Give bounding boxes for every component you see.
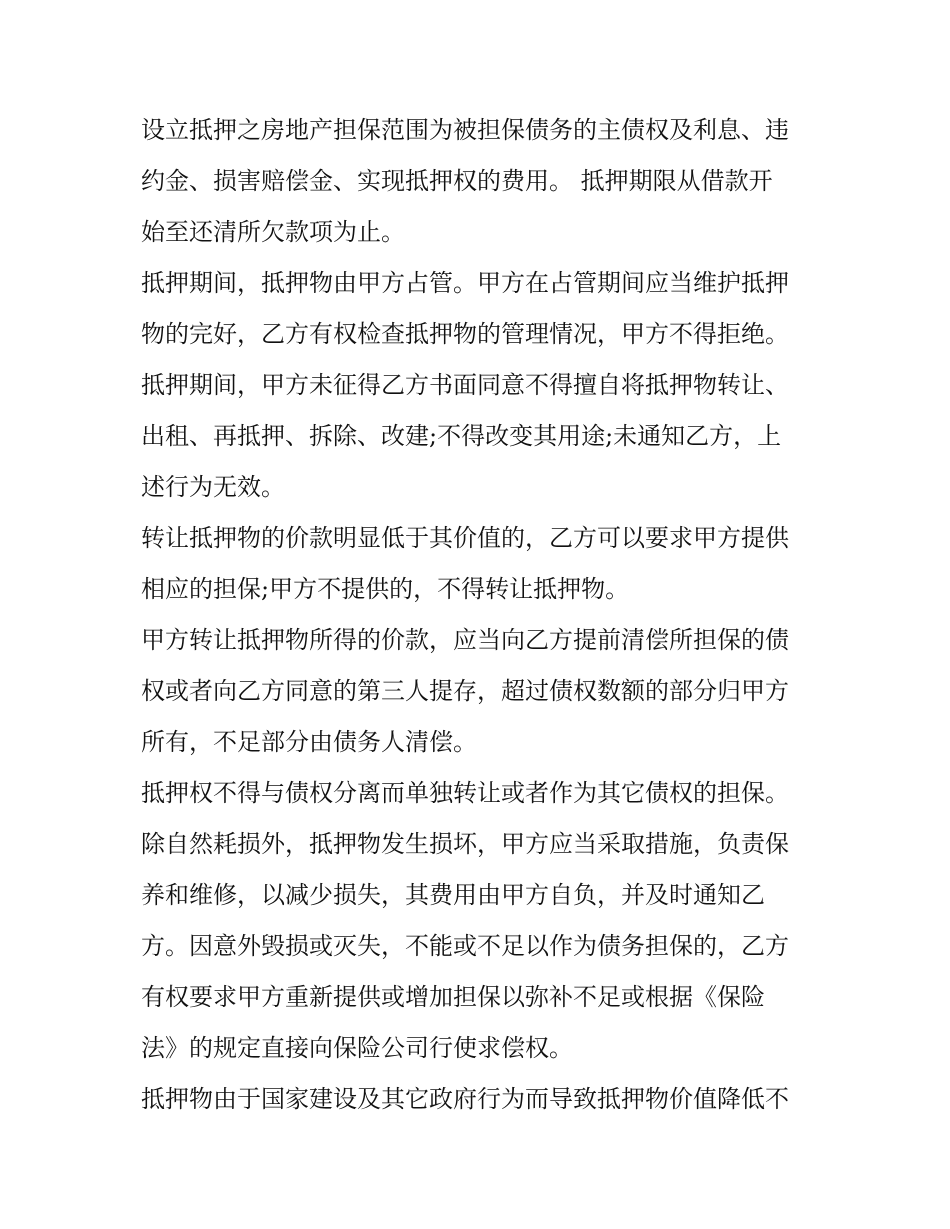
text-line: 设立抵押之房地产担保范围为被担保债务的主债权及利息、违	[141, 116, 789, 144]
text-line: 权或者向乙方同意的第三人提存，超过债权数额的部分归甲方	[141, 677, 789, 705]
text-line: 始至还清所欠款项为止。	[141, 218, 405, 246]
text-line: 相应的担保;甲方不提供的，不得转让抵押物。	[141, 575, 630, 603]
text-line: 所有，不足部分由债务人清偿。	[141, 728, 477, 756]
text-line: 法》的规定直接向保险公司行使求偿权。	[141, 1034, 573, 1062]
text-line: 约金、损害赔偿金、实现抵押权的费用。 抵押期限从借款开	[141, 167, 773, 195]
text-line: 抵押期间，抵押物由甲方占管。甲方在占管期间应当维护抵押	[141, 269, 789, 297]
text-line: 物的完好，乙方有权检查抵押物的管理情况，甲方不得拒绝。	[141, 320, 789, 348]
text-line: 抵押期间，甲方未征得乙方书面同意不得擅自将抵押物转让、	[141, 371, 789, 399]
text-line: 转让抵押物的价款明显低于其价值的，乙方可以要求甲方提供	[141, 524, 789, 552]
text-line: 抵押物由于国家建设及其它政府行为而导致抵押物价值降低不	[141, 1085, 789, 1113]
text-line: 有权要求甲方重新提供或增加担保以弥补不足或根据《保险	[141, 983, 765, 1011]
document-body	[141, 105, 813, 1125]
text-line: 除自然耗损外，抵押物发生损坏，甲方应当采取措施，负责保	[141, 830, 789, 858]
text-line: 方。因意外毁损或灭失，不能或不足以作为债务担保的，乙方	[141, 932, 789, 960]
text-line: 出租、再抵押、拆除、改建;不得改变其用途;未通知乙方，上	[141, 422, 782, 450]
text-line: 甲方转让抵押物所得的价款，应当向乙方提前清偿所担保的债	[141, 626, 789, 654]
text-line: 抵押权不得与债权分离而单独转让或者作为其它债权的担保。	[141, 779, 789, 807]
text-line: 述行为无效。	[141, 473, 285, 501]
text-line: 养和维修，以减少损失，其费用由甲方自负，并及时通知乙	[141, 881, 765, 909]
